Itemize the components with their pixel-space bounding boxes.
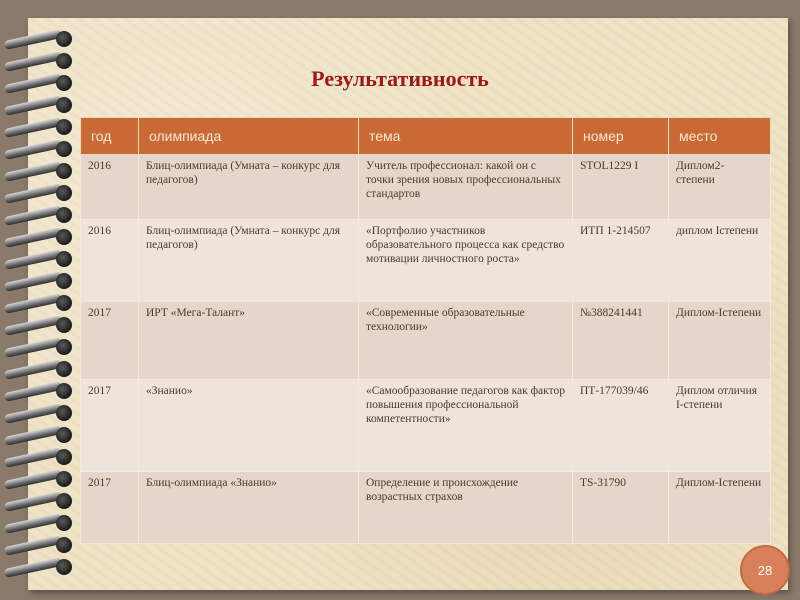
cell-number: ИТП 1-214507 [573, 220, 669, 302]
cell-number: TS-31790 [573, 472, 669, 544]
spiral-ring [4, 424, 76, 446]
cell-olympiad: «Знанио» [139, 380, 359, 472]
cell-place: Диплом отличия I-степени [669, 380, 771, 472]
cell-olympiad: Блиц-олимпиада «Знанио» [139, 472, 359, 544]
header-topic: тема [359, 118, 573, 155]
cell-place: Диплом-Iстепени [669, 302, 771, 380]
table-row [81, 302, 771, 380]
page-number-badge: 28 [740, 545, 790, 595]
cell-year: 2017 [81, 302, 139, 380]
cell-year: 2016 [81, 155, 139, 220]
header-place: место [669, 118, 771, 155]
cell-place: Диплом2-степени [669, 155, 771, 220]
cell-topic: «Портфолио участников образовательного процесса как средство мотивации личностного роста» [359, 220, 573, 302]
cell-year: 2017 [81, 380, 139, 472]
header-olympiad: олимпиада [139, 118, 359, 155]
table-row [81, 472, 771, 544]
page-title: Результативность [311, 66, 489, 91]
header-number: номер [573, 118, 669, 155]
spiral-ring [4, 226, 76, 248]
cell-topic: «Самообразование педагогов как фактор повышения профессиональной компетентности» [359, 380, 573, 472]
spiral-ring [4, 556, 76, 578]
spiral-binding [0, 28, 80, 588]
spiral-ring [4, 160, 76, 182]
spiral-ring [4, 402, 76, 424]
cell-olympiad: Блиц-олимпиада (Умната – конкурс для педагогов) [139, 155, 359, 220]
spiral-ring [4, 270, 76, 292]
cell-place: диплом Iстепени [669, 220, 771, 302]
cell-year: 2016 [81, 220, 139, 302]
cell-olympiad: Блиц-олимпиада (Умната – конкурс для педагогов) [139, 220, 359, 302]
cell-topic: «Современные образовательные технологии» [359, 302, 573, 380]
spiral-ring [4, 336, 76, 358]
cell-place: Диплом-Iстепени [669, 472, 771, 544]
table-header-row [81, 118, 771, 155]
cell-topic: Учитель профессионал: какой он с точки зрения новых профессиональных стандартов [359, 155, 573, 220]
spiral-ring [4, 292, 76, 314]
spiral-ring [4, 248, 76, 270]
spiral-ring [4, 534, 76, 556]
table-row [81, 155, 771, 220]
cell-number: STOL1229 I [573, 155, 669, 220]
spiral-ring [4, 94, 76, 116]
cell-topic: Определение и происхождение возрастных страхов [359, 472, 573, 544]
cell-olympiad: ИРТ «Мега-Талант» [139, 302, 359, 380]
cell-number: №388241441 [573, 302, 669, 380]
spiral-ring [4, 446, 76, 468]
spiral-ring [4, 512, 76, 534]
spiral-ring [4, 490, 76, 512]
spiral-ring [4, 116, 76, 138]
cell-number: ПТ-177039/46 [573, 380, 669, 472]
spiral-ring [4, 204, 76, 226]
spiral-ring [4, 358, 76, 380]
spiral-ring [4, 314, 76, 336]
spiral-ring [4, 138, 76, 160]
spiral-ring [4, 380, 76, 402]
results-table [80, 117, 771, 544]
table-row [81, 220, 771, 302]
spiral-ring [4, 182, 76, 204]
table-row [81, 380, 771, 472]
spiral-ring [4, 28, 76, 50]
cell-year: 2017 [81, 472, 139, 544]
header-year: год [81, 118, 139, 155]
spiral-ring [4, 468, 76, 490]
